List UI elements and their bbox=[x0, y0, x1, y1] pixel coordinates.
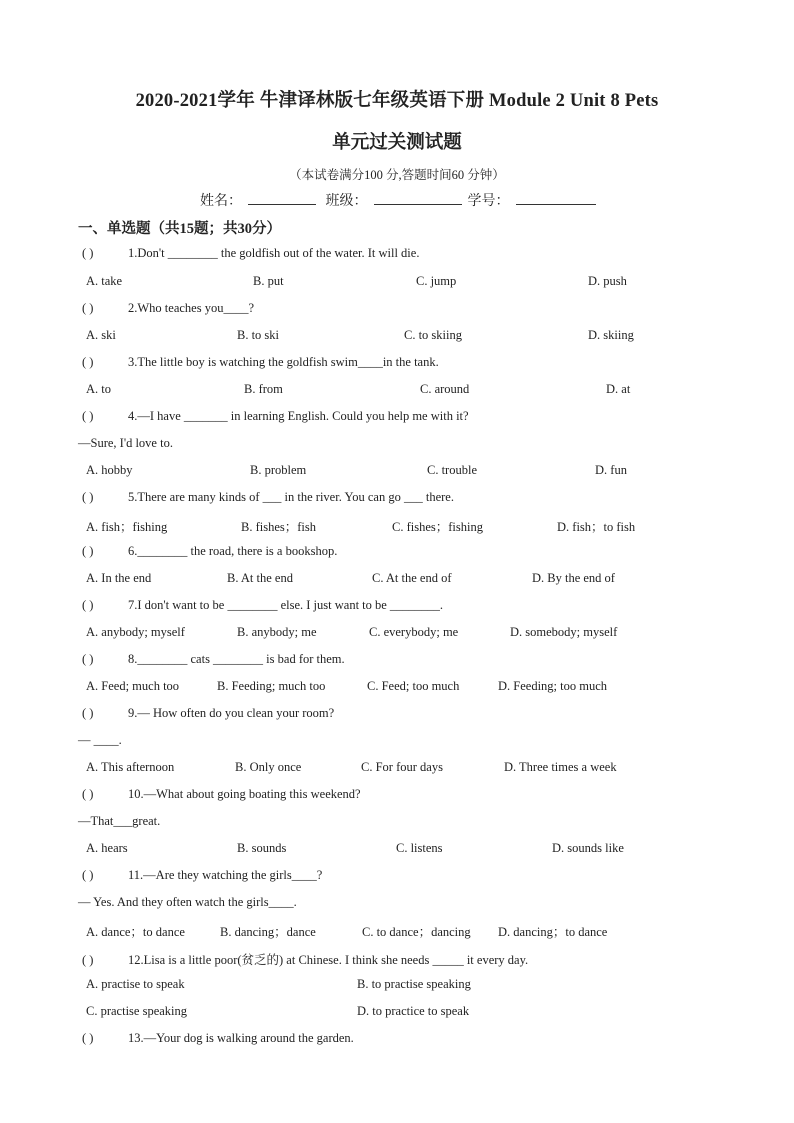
answer-option[interactable]: C. practise speaking bbox=[86, 1004, 188, 1018]
answer-option[interactable]: D. at bbox=[606, 382, 631, 396]
answer-option[interactable]: D. to practice to speak bbox=[357, 1004, 470, 1018]
answer-option[interactable]: B. sounds bbox=[237, 841, 287, 855]
answer-option[interactable]: D. somebody; myself bbox=[510, 625, 618, 639]
answer-option[interactable]: A. hobby bbox=[86, 463, 133, 477]
answer-option[interactable]: B. Only once bbox=[235, 760, 302, 774]
answer-option[interactable]: D. fish；to fish bbox=[557, 520, 636, 534]
question-text: 12.Lisa is a little poor(贫乏的) at Chinese. I think she needs _____ it every day. bbox=[128, 953, 529, 967]
class-label: 班级： bbox=[325, 194, 368, 209]
name-label: 姓名： bbox=[200, 194, 242, 209]
answer-bracket[interactable]: ( ) bbox=[82, 706, 94, 720]
question-reply: — ____. bbox=[78, 733, 122, 747]
answer-option[interactable]: A. to bbox=[86, 382, 111, 396]
exam-title-line2: 单元过关测试题 bbox=[332, 133, 462, 153]
answer-option[interactable]: B. problem bbox=[250, 463, 307, 477]
answer-bracket[interactable]: ( ) bbox=[82, 1031, 94, 1045]
exam-instructions: （本试卷满分100 分,答题时间60 分钟） bbox=[289, 168, 505, 182]
answer-option[interactable]: D. dancing；to dance bbox=[498, 925, 608, 939]
answer-option[interactable]: B. to ski bbox=[237, 328, 280, 342]
answer-option[interactable]: A. ski bbox=[86, 328, 116, 342]
answer-option[interactable]: B. fishes；fish bbox=[241, 520, 317, 534]
answer-option[interactable]: A. Feed; much too bbox=[86, 679, 180, 693]
answer-option[interactable]: A. In the end bbox=[86, 571, 152, 585]
question-text: 10.—What about going boating this weekend? bbox=[128, 787, 361, 801]
question-text: 7.I don't want to be ________ else. I just want to be ________. bbox=[128, 598, 444, 612]
question-stem bbox=[82, 490, 454, 505]
answer-option[interactable]: A. hears bbox=[86, 841, 128, 855]
answer-option[interactable]: A. practise to speak bbox=[86, 977, 185, 991]
answer-option[interactable]: C. around bbox=[420, 382, 470, 396]
answer-option[interactable]: D. By the end of bbox=[532, 571, 615, 585]
answer-option[interactable]: B. put bbox=[253, 274, 284, 288]
question-text: 11.—Are they watching the girls____? bbox=[128, 868, 323, 882]
question-stem bbox=[82, 787, 361, 802]
question-stem bbox=[82, 950, 528, 968]
question-text: 1.Don't ________ the goldfish out of the water. It will die. bbox=[128, 246, 420, 260]
question-reply: —That___great. bbox=[78, 814, 161, 828]
question-text: 4.—I have _______ in learning English. Could you help me with it? bbox=[128, 409, 469, 423]
answer-bracket[interactable]: ( ) bbox=[82, 598, 94, 612]
question-text: 5.There are many kinds of ___ in the river. You can go ___ there. bbox=[128, 490, 454, 504]
answer-option[interactable]: B. Feeding; much too bbox=[217, 679, 326, 693]
question-stem bbox=[82, 1031, 354, 1046]
question-stem bbox=[82, 544, 337, 559]
answer-option[interactable]: C. fishes；fishing bbox=[392, 520, 483, 534]
answer-option[interactable]: D. push bbox=[588, 274, 627, 288]
question-text: 2.Who teaches you____? bbox=[128, 301, 255, 315]
answer-option[interactable]: C. jump bbox=[416, 274, 457, 288]
answer-option[interactable]: C. trouble bbox=[427, 463, 477, 477]
answer-option[interactable]: A. dance；to dance bbox=[86, 925, 185, 939]
question-reply: —Sure, I'd love to. bbox=[78, 436, 173, 450]
answer-option[interactable]: A. take bbox=[86, 274, 123, 288]
answer-option[interactable]: A. anybody; myself bbox=[86, 625, 185, 639]
answer-option[interactable]: D. fun bbox=[595, 463, 627, 477]
answer-bracket[interactable]: ( ) bbox=[82, 409, 94, 423]
answer-option[interactable]: D. sounds like bbox=[552, 841, 624, 855]
answer-bracket[interactable]: ( ) bbox=[82, 544, 94, 558]
question-stem bbox=[82, 409, 469, 424]
answer-option[interactable]: A. fish；fishing bbox=[86, 520, 168, 534]
question-text: 6.________ the road, there is a bookshop. bbox=[128, 544, 338, 558]
question-stem bbox=[82, 355, 439, 370]
question-stem bbox=[82, 246, 419, 261]
answer-option[interactable]: B. to practise speaking bbox=[357, 977, 471, 991]
class-blank[interactable] bbox=[374, 192, 462, 205]
answer-option[interactable]: C. to dance；dancing bbox=[362, 925, 471, 939]
name-blank[interactable] bbox=[248, 192, 316, 205]
question-stem bbox=[82, 301, 254, 316]
answer-option[interactable]: C. listens bbox=[396, 841, 443, 855]
question-text: 3.The little boy is watching the goldfish swim____in the tank. bbox=[128, 355, 439, 369]
question-text: 8.________ cats ________ is bad for them. bbox=[128, 652, 345, 666]
id-blank[interactable] bbox=[516, 192, 596, 205]
answer-option[interactable]: C. At the end of bbox=[372, 571, 452, 585]
answer-option[interactable]: C. Feed; too much bbox=[367, 679, 460, 693]
answer-bracket[interactable]: ( ) bbox=[82, 868, 94, 882]
question-stem bbox=[82, 868, 322, 883]
question-text: 9.— How often do you clean your room? bbox=[128, 706, 335, 720]
answer-option[interactable]: C. everybody; me bbox=[369, 625, 459, 639]
answer-option[interactable]: D. skiing bbox=[588, 328, 634, 342]
answer-bracket[interactable]: ( ) bbox=[82, 355, 94, 369]
answer-bracket[interactable]: ( ) bbox=[82, 246, 94, 260]
answer-option[interactable]: C. to skiing bbox=[404, 328, 462, 342]
answer-option[interactable]: D. Feeding; too much bbox=[498, 679, 608, 693]
id-label: 学号： bbox=[467, 194, 510, 209]
answer-bracket[interactable]: ( ) bbox=[82, 652, 94, 666]
answer-bracket[interactable]: ( ) bbox=[82, 490, 94, 504]
question-reply: — Yes. And they often watch the girls____. bbox=[78, 895, 297, 909]
answer-option[interactable]: B. At the end bbox=[227, 571, 293, 585]
exam-title: 2020-2021学年 牛津译林版七年级英语下册 Module 2 Unit 8 Pets bbox=[135, 91, 659, 111]
answer-option[interactable]: B. from bbox=[244, 382, 283, 396]
question-text: 13.—Your dog is walking around the garden. bbox=[128, 1031, 354, 1045]
question-stem bbox=[82, 706, 334, 721]
answer-option[interactable]: B. anybody; me bbox=[237, 625, 317, 639]
student-info-row bbox=[200, 190, 602, 210]
section-title: 一、单选题（共15题；共30分） bbox=[78, 221, 281, 237]
answer-bracket[interactable]: ( ) bbox=[82, 953, 94, 967]
answer-option[interactable]: B. dancing；dance bbox=[220, 925, 316, 939]
question-stem bbox=[82, 652, 345, 667]
answer-option[interactable]: C. For four days bbox=[361, 760, 443, 774]
question-stem bbox=[82, 598, 443, 613]
answer-bracket[interactable]: ( ) bbox=[82, 787, 94, 801]
answer-bracket[interactable]: ( ) bbox=[82, 301, 94, 315]
answer-option[interactable]: A. This afternoon bbox=[86, 760, 175, 774]
answer-option[interactable]: D. Three times a week bbox=[504, 760, 617, 774]
